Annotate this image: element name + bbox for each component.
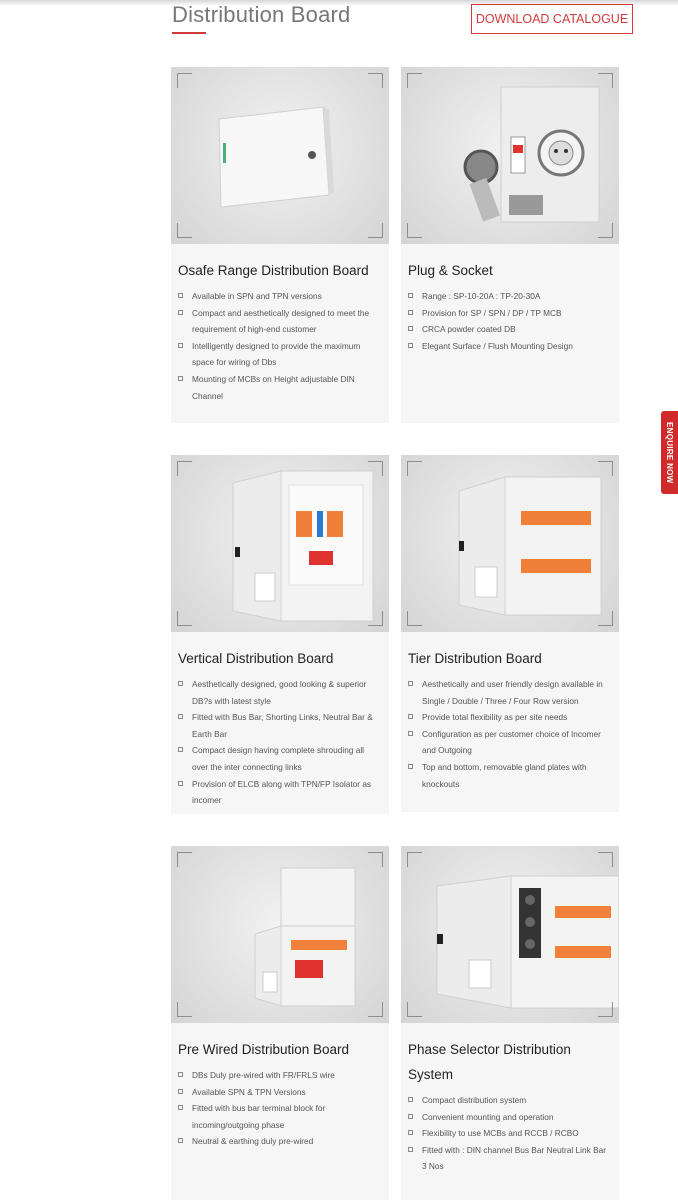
pre-wired-board-illustration <box>171 846 389 1023</box>
bullet-icon <box>408 714 413 719</box>
title-underline <box>172 32 206 34</box>
bullet-icon <box>178 293 183 298</box>
product-card-pre-wired[interactable] <box>171 846 389 1200</box>
feature-item: Neutral & earthing duly pre-wired <box>178 1133 381 1150</box>
product-image-plug-socket <box>401 67 619 244</box>
product-title: Plug & Socket <box>408 263 493 278</box>
feature-item: Elegant Surface / Flush Mounting Design <box>408 338 611 355</box>
download-catalogue-button[interactable]: DOWNLOAD CATALOGUE <box>471 4 633 34</box>
product-title: Osafe Range Distribution Board <box>178 263 369 278</box>
bullet-icon <box>408 1147 413 1152</box>
product-card-tier[interactable] <box>401 455 619 812</box>
bullet-icon <box>178 747 183 752</box>
feature-item: Available in SPN and TPN versions <box>178 288 381 305</box>
bullet-icon <box>178 681 183 686</box>
frame-corner-icon <box>177 1002 192 1017</box>
feature-list <box>401 1092 619 1175</box>
bullet-icon <box>408 343 413 348</box>
bullet-icon <box>408 326 413 331</box>
bullet-icon <box>408 764 413 769</box>
feature-item: Fitted with bus bar terminal block for incoming/outgoing phase <box>178 1100 381 1133</box>
bullet-icon <box>178 1138 183 1143</box>
feature-item: Range : SP-10-20A : TP-20-30A <box>408 288 611 305</box>
enquire-now-tab[interactable] <box>661 411 678 494</box>
tier-board-illustration <box>401 455 619 632</box>
product-title: Vertical Distribution Board <box>178 651 334 666</box>
feature-item: Aesthetically designed, good looking & superior DB?s with latest style <box>178 676 381 709</box>
frame-corner-icon <box>177 223 192 238</box>
page-title: Distribution Board <box>172 2 351 27</box>
bullet-icon <box>178 1105 183 1110</box>
frame-corner-icon <box>598 611 613 626</box>
product-title: Tier Distribution Board <box>408 651 542 666</box>
feature-item: Provision for SP / SPN / DP / TP MCB <box>408 305 611 322</box>
feature-item: Configuration as per customer choice of Incomer and Outgoing <box>408 726 611 759</box>
product-title: Pre Wired Distribution Board <box>178 1042 350 1057</box>
distribution-board-illustration <box>171 67 389 244</box>
product-card-vertical[interactable] <box>171 455 389 814</box>
frame-corner-icon <box>598 852 613 867</box>
frame-corner-icon <box>368 1002 383 1017</box>
frame-corner-icon <box>177 852 192 867</box>
product-image-phase-selector <box>401 846 619 1023</box>
frame-corner-icon <box>407 73 422 88</box>
frame-corner-icon <box>368 73 383 88</box>
feature-item: Convenient mounting and operation <box>408 1109 611 1126</box>
bullet-icon <box>178 343 183 348</box>
vertical-board-illustration <box>171 455 389 632</box>
feature-item: Mounting of MCBs on Height adjustable DIN Channel <box>178 371 381 404</box>
feature-item: Top and bottom, removable gland plates with knockouts <box>408 759 611 792</box>
frame-corner-icon <box>598 223 613 238</box>
product-image-pre-wired <box>171 846 389 1023</box>
feature-item: Provide total flexibility as per site needs <box>408 709 611 726</box>
phase-selector-illustration <box>401 846 619 1023</box>
frame-corner-icon <box>598 73 613 88</box>
bullet-icon <box>408 1114 413 1119</box>
feature-item: Compact distribution system <box>408 1092 611 1109</box>
bullet-icon <box>408 1130 413 1135</box>
product-image-tier <box>401 455 619 632</box>
feature-item: Compact design having complete shrouding all over the inter connecting links <box>178 742 381 775</box>
product-card-osafe[interactable] <box>171 67 389 423</box>
feature-list <box>171 288 389 404</box>
frame-corner-icon <box>407 223 422 238</box>
frame-corner-icon <box>407 461 422 476</box>
product-title: Phase Selector Distribution System <box>408 1042 571 1082</box>
feature-list <box>401 676 619 792</box>
bullet-icon <box>178 310 183 315</box>
product-image-osafe <box>171 67 389 244</box>
frame-corner-icon <box>598 461 613 476</box>
frame-corner-icon <box>368 223 383 238</box>
enquire-now-label: ENQUIRE NOW <box>665 421 674 484</box>
bullet-icon <box>408 681 413 686</box>
frame-corner-icon <box>368 461 383 476</box>
feature-list <box>171 676 389 809</box>
feature-item: Available SPN & TPN Versions <box>178 1084 381 1101</box>
bullet-icon <box>178 781 183 786</box>
feature-item: Provision of ELCB along with TPN/FP Isolator as incomer <box>178 776 381 809</box>
feature-item: Aesthetically and user friendly design available in Single / Double / Three / Four Row version <box>408 676 611 709</box>
feature-list <box>171 1067 389 1150</box>
frame-corner-icon <box>407 1002 422 1017</box>
frame-corner-icon <box>177 611 192 626</box>
feature-item: DBs Duly pre-wired with FR/FRLS wire <box>178 1067 381 1084</box>
feature-item: CRCA powder coated DB <box>408 321 611 338</box>
product-card-phase-selector[interactable] <box>401 846 619 1200</box>
feature-item: Fitted with Bus Bar, Shorting Links, Neutral Bar & Earth Bar <box>178 709 381 742</box>
feature-item: Intelligently designed to provide the maximum space for wiring of Dbs <box>178 338 381 371</box>
frame-corner-icon <box>177 461 192 476</box>
frame-corner-icon <box>368 611 383 626</box>
bullet-icon <box>408 1097 413 1102</box>
frame-corner-icon <box>598 1002 613 1017</box>
frame-corner-icon <box>177 73 192 88</box>
feature-item: Fitted with : DIN channel Bus Bar Neutral Link Bar 3 Nos <box>408 1142 611 1175</box>
bullet-icon <box>178 376 183 381</box>
frame-corner-icon <box>407 611 422 626</box>
bullet-icon <box>178 714 183 719</box>
feature-list <box>401 288 619 354</box>
bullet-icon <box>408 310 413 315</box>
feature-item: Compact and aesthetically designed to meet the requirement of high-end customer <box>178 305 381 338</box>
bullet-icon <box>408 293 413 298</box>
bullet-icon <box>178 1072 183 1077</box>
bullet-icon <box>408 731 413 736</box>
product-image-vertical <box>171 455 389 632</box>
product-card-plug-socket[interactable] <box>401 67 619 423</box>
frame-corner-icon <box>368 852 383 867</box>
plug-socket-illustration <box>401 67 619 244</box>
bullet-icon <box>178 1089 183 1094</box>
frame-corner-icon <box>407 852 422 867</box>
feature-item: Flexibility to use MCBs and RCCB / RCBO <box>408 1125 611 1142</box>
